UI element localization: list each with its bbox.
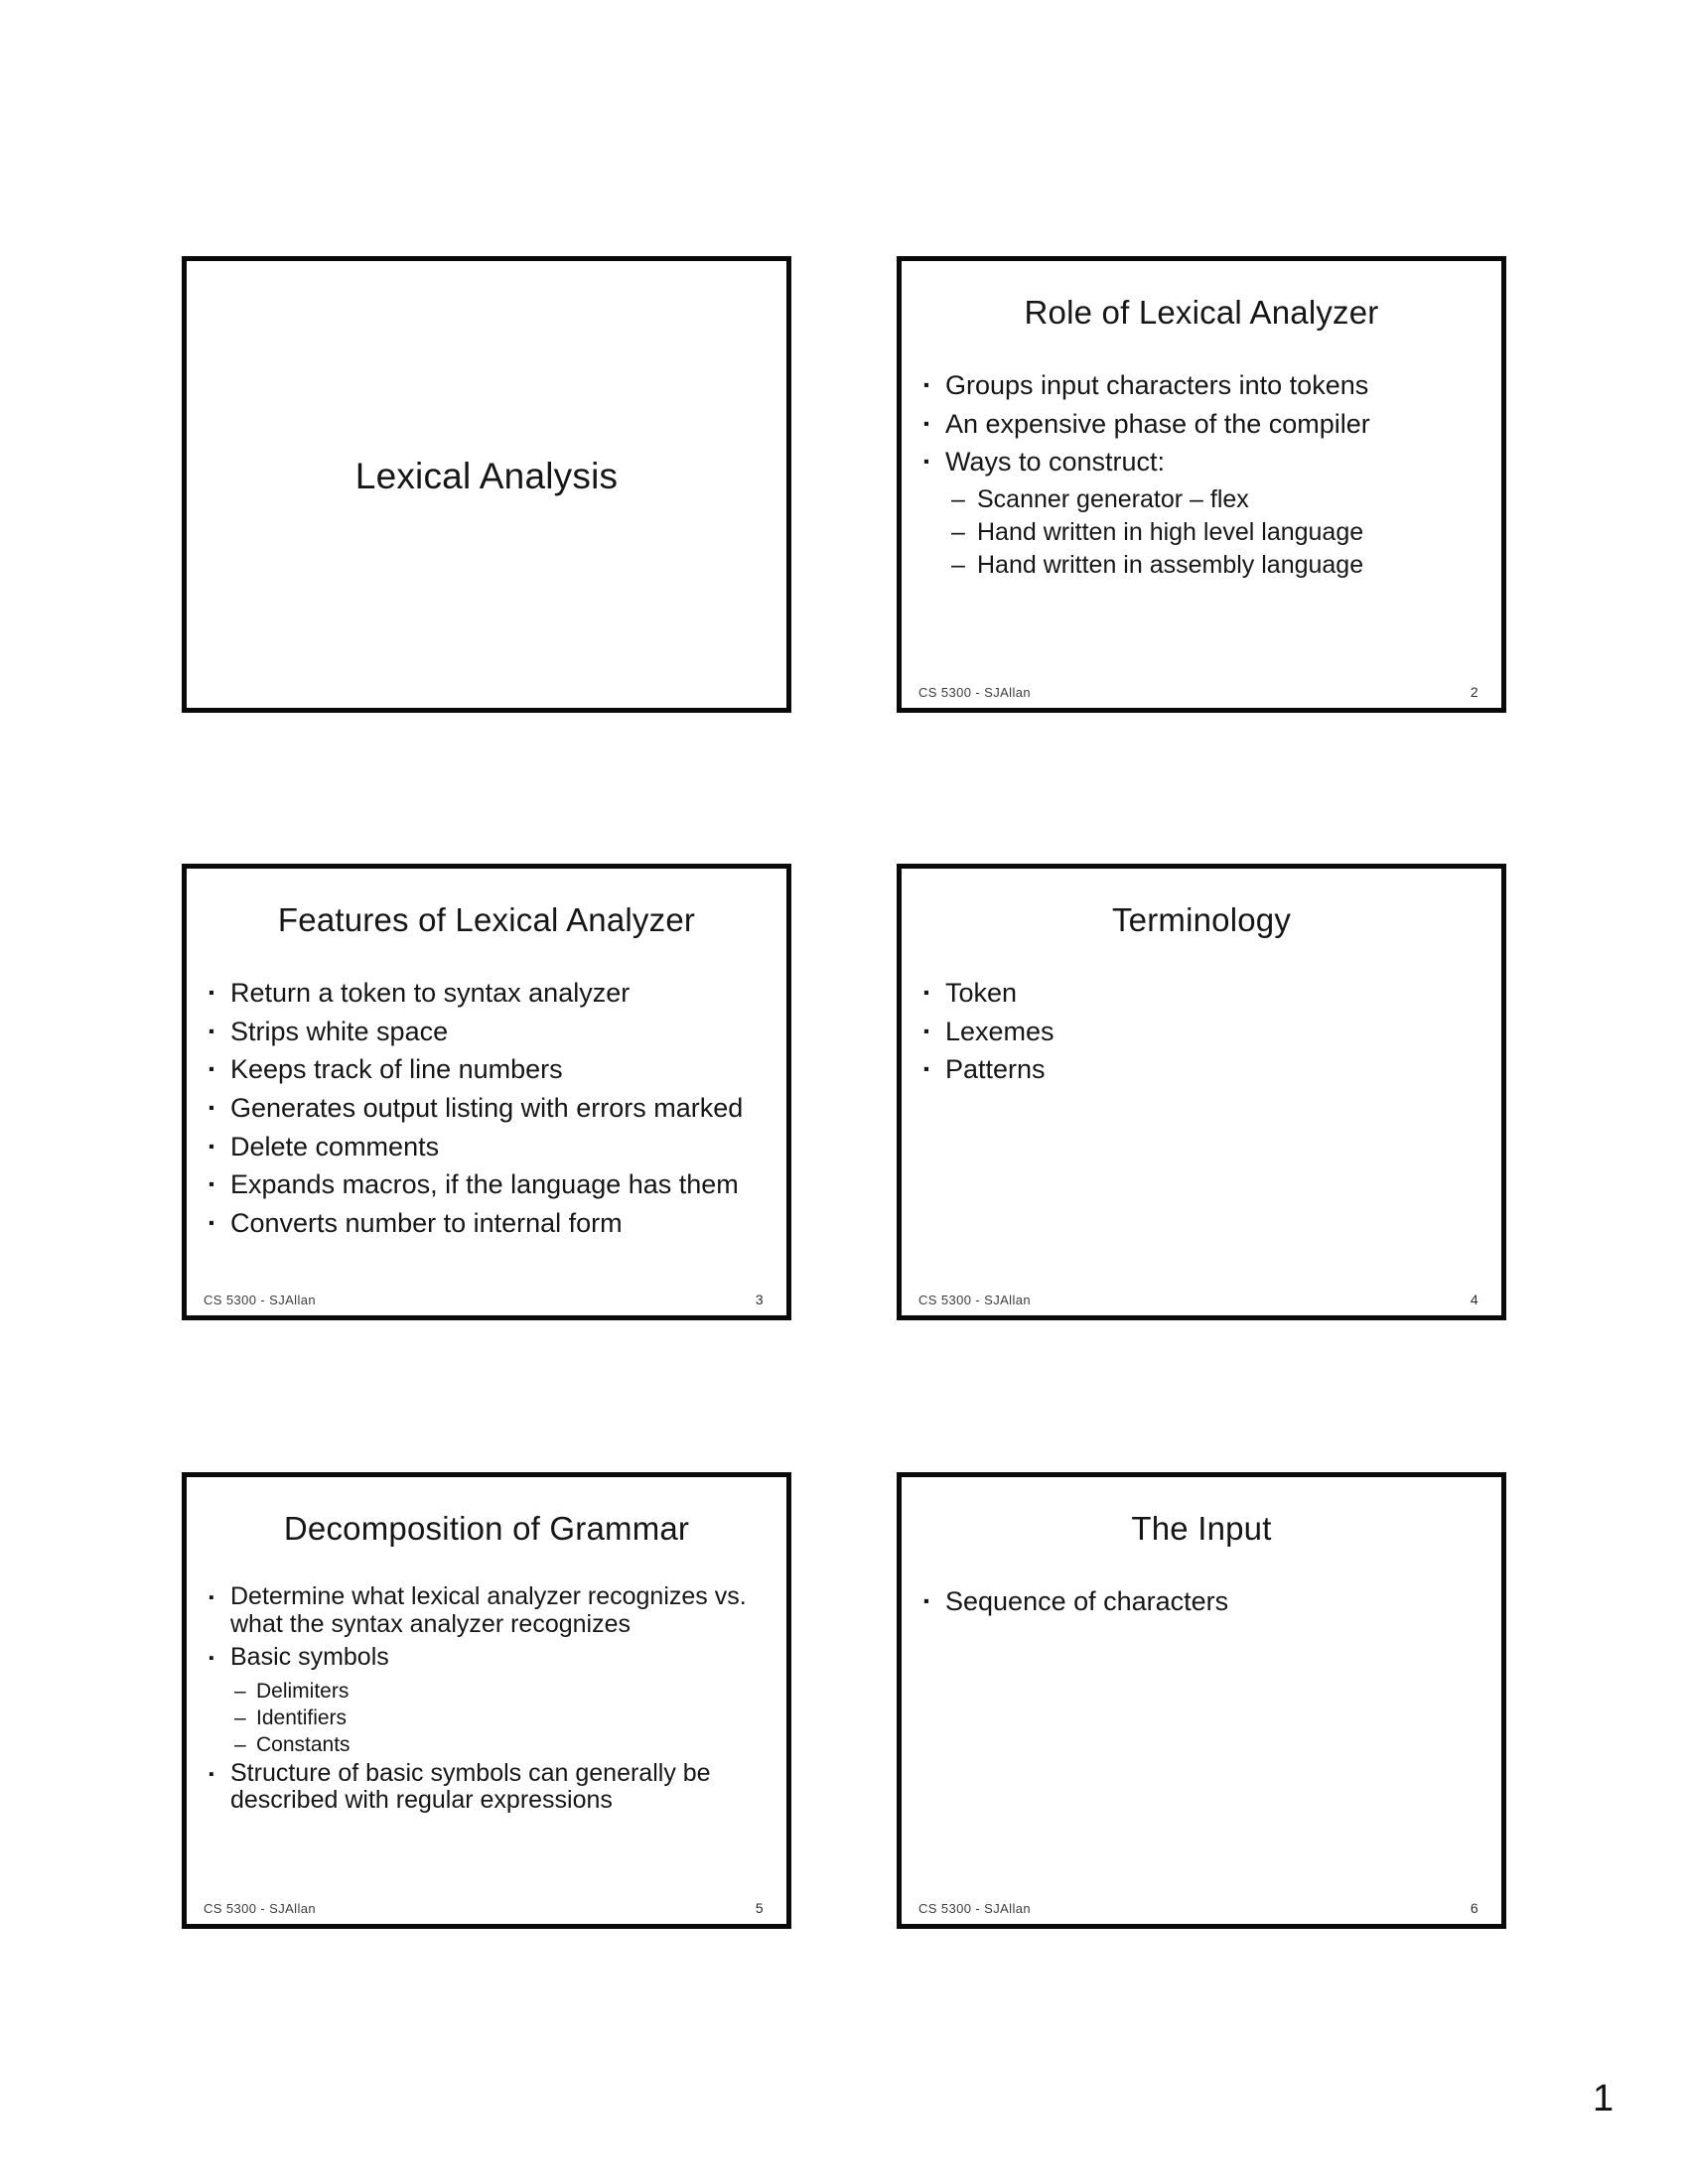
footer-course-label: CS 5300 - SJAllan — [918, 685, 1032, 700]
bullet-square-icon: ▪ — [923, 375, 929, 394]
bullet-item — [923, 1053, 1472, 1086]
bullet-square-icon: ▪ — [923, 1059, 929, 1079]
sub-bullet-item — [209, 1680, 753, 1705]
slide-title: Features of Lexical Analyzer — [277, 901, 696, 938]
slide-1 — [182, 256, 791, 713]
slide-footer — [918, 1292, 1478, 1307]
bullet-item — [209, 1644, 753, 1674]
bullet-item — [209, 1092, 757, 1125]
sub-bullet-item — [923, 484, 1472, 514]
footer-course-label: CS 5300 - SJAllan — [918, 1901, 1032, 1916]
slide-title: Decomposition of Grammar — [283, 1510, 690, 1547]
slide-page-number: 2 — [1470, 684, 1478, 700]
slide-page-number: 3 — [755, 1292, 764, 1307]
bullet-item — [923, 977, 1472, 1010]
bullet-item — [923, 369, 1472, 402]
bullet-item — [923, 408, 1472, 441]
bullet-text: Strips white space — [230, 1016, 449, 1046]
bullet-text: Keeps track of line numbers — [230, 1054, 563, 1085]
bullet-list — [902, 1585, 1501, 1618]
bullet-item — [923, 446, 1472, 478]
bullet-square-icon: ▪ — [209, 1650, 214, 1667]
bullet-text: Return a token to syntax analyzer — [230, 978, 631, 1008]
bullet-text: Converts number to internal form — [230, 1207, 623, 1238]
bullet-text: Token — [945, 978, 1018, 1008]
bullet-text: Basic symbols — [230, 1643, 389, 1671]
dash-icon: – — [234, 1706, 246, 1729]
bullet-text: Hand written in assembly language — [977, 550, 1364, 579]
footer-course-label: CS 5300 - SJAllan — [204, 1901, 317, 1916]
slide-footer — [918, 1900, 1478, 1916]
bullet-text: Determine what lexical analyzer recognizes vs. what the syntax analyzer recognizes — [230, 1582, 747, 1638]
bullet-square-icon: ▪ — [209, 1174, 214, 1194]
bullet-text: Delimiters — [256, 1680, 350, 1704]
bullet-text: Ways to construct: — [945, 447, 1166, 478]
bullet-item — [923, 1016, 1472, 1048]
bullet-square-icon: ▪ — [209, 983, 214, 1002]
bullet-item — [209, 1760, 753, 1815]
bullet-item — [209, 1053, 757, 1086]
bullet-text: Generates output listing with errors marked — [230, 1092, 744, 1123]
bullet-item — [209, 1131, 757, 1163]
bullet-item — [209, 1168, 757, 1201]
slide-page-number: 4 — [1470, 1292, 1478, 1307]
dash-icon: – — [234, 1680, 246, 1704]
bullet-list — [902, 369, 1501, 580]
dash-icon: – — [951, 550, 965, 579]
bullet-text: Delete comments — [230, 1131, 440, 1161]
slide-title: Role of Lexical Analyzer — [1024, 294, 1379, 331]
bullet-item — [209, 1016, 757, 1048]
slide-title: Terminology — [1111, 901, 1292, 938]
slide-footer — [204, 1900, 764, 1916]
bullet-text: Patterns — [945, 1054, 1046, 1085]
sub-bullet-item — [209, 1733, 753, 1758]
slide-title: Lexical Analysis — [354, 456, 619, 496]
slide-footer — [918, 684, 1478, 700]
bullet-text: Identifiers — [256, 1706, 348, 1729]
bullet-square-icon: ▪ — [209, 1589, 214, 1606]
sub-bullet-item — [923, 550, 1472, 580]
bullet-list — [187, 1583, 786, 1815]
bullet-square-icon: ▪ — [209, 1097, 214, 1117]
bullet-square-icon: ▪ — [209, 1136, 214, 1156]
bullet-item — [209, 1207, 757, 1240]
sub-bullet-item — [923, 517, 1472, 547]
slide-page-number: 5 — [755, 1900, 764, 1916]
footer-course-label: CS 5300 - SJAllan — [204, 1293, 317, 1307]
footer-course-label: CS 5300 - SJAllan — [918, 1293, 1032, 1307]
bullet-square-icon: ▪ — [209, 1765, 214, 1783]
bullet-text: Hand written in high level language — [977, 517, 1364, 546]
bullet-text: Sequence of characters — [945, 1586, 1229, 1616]
slide-2 — [897, 256, 1506, 713]
bullet-square-icon: ▪ — [209, 1021, 214, 1040]
bullet-square-icon: ▪ — [923, 1021, 929, 1040]
bullet-text: Groups input characters into tokens — [945, 370, 1369, 400]
bullet-square-icon: ▪ — [209, 1059, 214, 1079]
bullet-text: Lexemes — [945, 1016, 1055, 1046]
bullet-square-icon: ▪ — [923, 1591, 929, 1610]
bullet-text: Constants — [256, 1732, 351, 1756]
bullet-text: Structure of basic symbols can generally be described with regular expressions — [230, 1758, 711, 1815]
dash-icon: – — [951, 484, 965, 513]
bullet-text: Scanner generator – flex — [977, 484, 1249, 513]
dash-icon: – — [234, 1732, 246, 1756]
bullet-list — [902, 977, 1501, 1086]
slide-title: The Input — [1131, 1510, 1272, 1547]
bullet-item — [209, 977, 757, 1010]
slide-5 — [182, 1472, 791, 1929]
bullet-text: Expands macros, if the language has them — [230, 1169, 739, 1200]
bullet-list — [187, 977, 786, 1239]
slide-3 — [182, 864, 791, 1320]
bullet-square-icon: ▪ — [209, 1212, 214, 1232]
slide-page-number: 6 — [1470, 1900, 1478, 1916]
bullet-square-icon: ▪ — [923, 983, 929, 1002]
dash-icon: – — [951, 517, 965, 546]
bullet-item — [923, 1585, 1472, 1618]
bullet-square-icon: ▪ — [923, 452, 929, 472]
bullet-text: An expensive phase of the compiler — [945, 408, 1370, 439]
sub-bullet-item — [209, 1706, 753, 1731]
bullet-item — [209, 1583, 753, 1638]
slide-footer — [204, 1292, 764, 1307]
sheet-page-number: 1 — [1593, 2078, 1615, 2119]
slide-4 — [897, 864, 1506, 1320]
slide-6 — [897, 1472, 1506, 1929]
bullet-square-icon: ▪ — [923, 413, 929, 433]
